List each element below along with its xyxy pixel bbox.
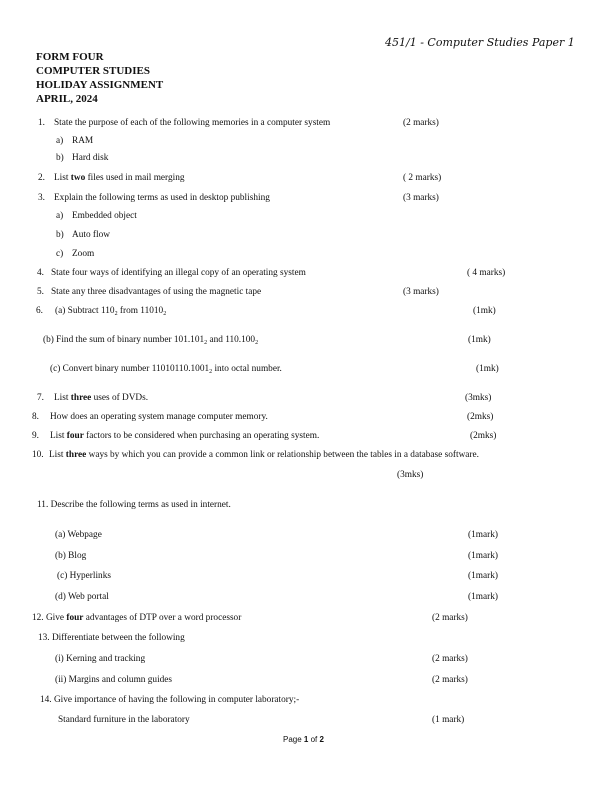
sub-text: Zoom (72, 249, 95, 259)
paper-code: 451/1 - Computer Studies Paper 1 (385, 36, 575, 49)
q-marks: ( 4 marks) (467, 268, 506, 278)
sub-text: (d) Web portal (55, 592, 109, 602)
q-text: How does an operating system manage computer memory. (50, 412, 268, 422)
q-marks: (1mark) (468, 530, 498, 540)
q-num: 10. (32, 450, 44, 460)
q-marks: (3mks) (397, 470, 424, 480)
q-marks: (3mks) (465, 393, 492, 403)
q-marks: (3 marks) (403, 287, 439, 297)
sub-text: Auto flow (72, 230, 110, 240)
sub-text: RAM (72, 136, 94, 146)
sub-text: (b) Blog (55, 551, 87, 561)
q-num: 4. (37, 268, 44, 278)
q-num: 3. (38, 193, 45, 203)
q-text: Explain the following terms as used in desktop publishing (54, 193, 270, 203)
q-marks: (2mks) (470, 431, 497, 441)
sub-text: Embedded object (72, 211, 137, 221)
q-text: List three uses of DVDs. (54, 393, 149, 403)
sub-text: (c) Hyperlinks (57, 571, 111, 581)
q-text: State four ways of identifying an illegal copy of an operating system (51, 268, 306, 278)
sub-text: Standard furniture in the laboratory (58, 715, 190, 725)
sub-label: b) (56, 230, 64, 240)
q-marks: ( 2 marks) (403, 173, 442, 183)
q-text: List two files used in mail merging (54, 173, 185, 183)
page-number: Page 1 of 2 (283, 735, 324, 744)
q-marks: (1mark) (468, 571, 498, 581)
sub-label: b) (56, 153, 64, 163)
sub-text: (i) Kerning and tracking (55, 654, 146, 664)
q-text: State any three disadvantages of using the magnetic tape (51, 287, 262, 297)
q-marks: (1mark) (468, 592, 498, 602)
q-num: 2. (38, 173, 45, 183)
q-text: 12. Give four advantages of DTP over a word processor (32, 613, 242, 623)
q-marks: (2 marks) (403, 118, 439, 128)
q-text: (c) Convert binary number $11010110.1001_2$ into octal number. (50, 364, 282, 375)
q-text: State the purpose of each of the following memories in a computer system (54, 118, 331, 128)
q-marks: (1 mark) (432, 715, 465, 725)
q-marks: (1mk) (473, 306, 496, 316)
q-text: List four factors to be considered when purchasing an operating system. (50, 431, 320, 441)
title-line: COMPUTER STUDIES (36, 65, 150, 77)
q-marks: (1mk) (476, 364, 499, 374)
q-marks: (1mark) (468, 551, 498, 561)
q-num: 5. (37, 287, 44, 297)
q-text: (b) Find the sum of binary number $101.101_2$ and $110.100_2$ (43, 335, 259, 346)
sub-label: c) (56, 249, 64, 259)
q-num: 7. (37, 393, 44, 403)
sub-label: a) (56, 211, 64, 221)
q-num: 6. (36, 306, 43, 316)
q-marks: (2 marks) (432, 675, 468, 685)
title-line: APRIL, 2024 (36, 93, 98, 105)
sub-text: (a) Webpage (55, 530, 102, 540)
q-marks: (2mks) (467, 412, 494, 422)
q-text: 11. Describe the following terms as used in internet. (37, 500, 231, 510)
q-marks: (2 marks) (432, 613, 468, 623)
title-line: HOLIDAY ASSIGNMENT (36, 79, 164, 91)
q-text: 13. Differentiate between the following (38, 633, 185, 643)
title-line: FORM FOUR (36, 51, 104, 63)
q-text: 14. Give importance of having the following in computer laboratory;- (40, 695, 300, 705)
q-marks: (1mk) (468, 335, 491, 345)
q-num: 8. (32, 412, 39, 422)
sub-label: a) (56, 136, 64, 146)
sub-text: Hard disk (72, 153, 109, 163)
q-num: 1. (38, 118, 45, 128)
q-text: (a) Subtract $110_2$ from $11010_2$ (55, 306, 167, 317)
q-marks: (2 marks) (432, 654, 468, 664)
sub-text: (ii) Margins and column guides (55, 675, 173, 685)
q-marks: (3 marks) (403, 193, 439, 203)
q-text: List three ways by which you can provide a common link or relationship between the tables in a database software. (49, 450, 479, 460)
q-num: 9. (32, 431, 39, 441)
